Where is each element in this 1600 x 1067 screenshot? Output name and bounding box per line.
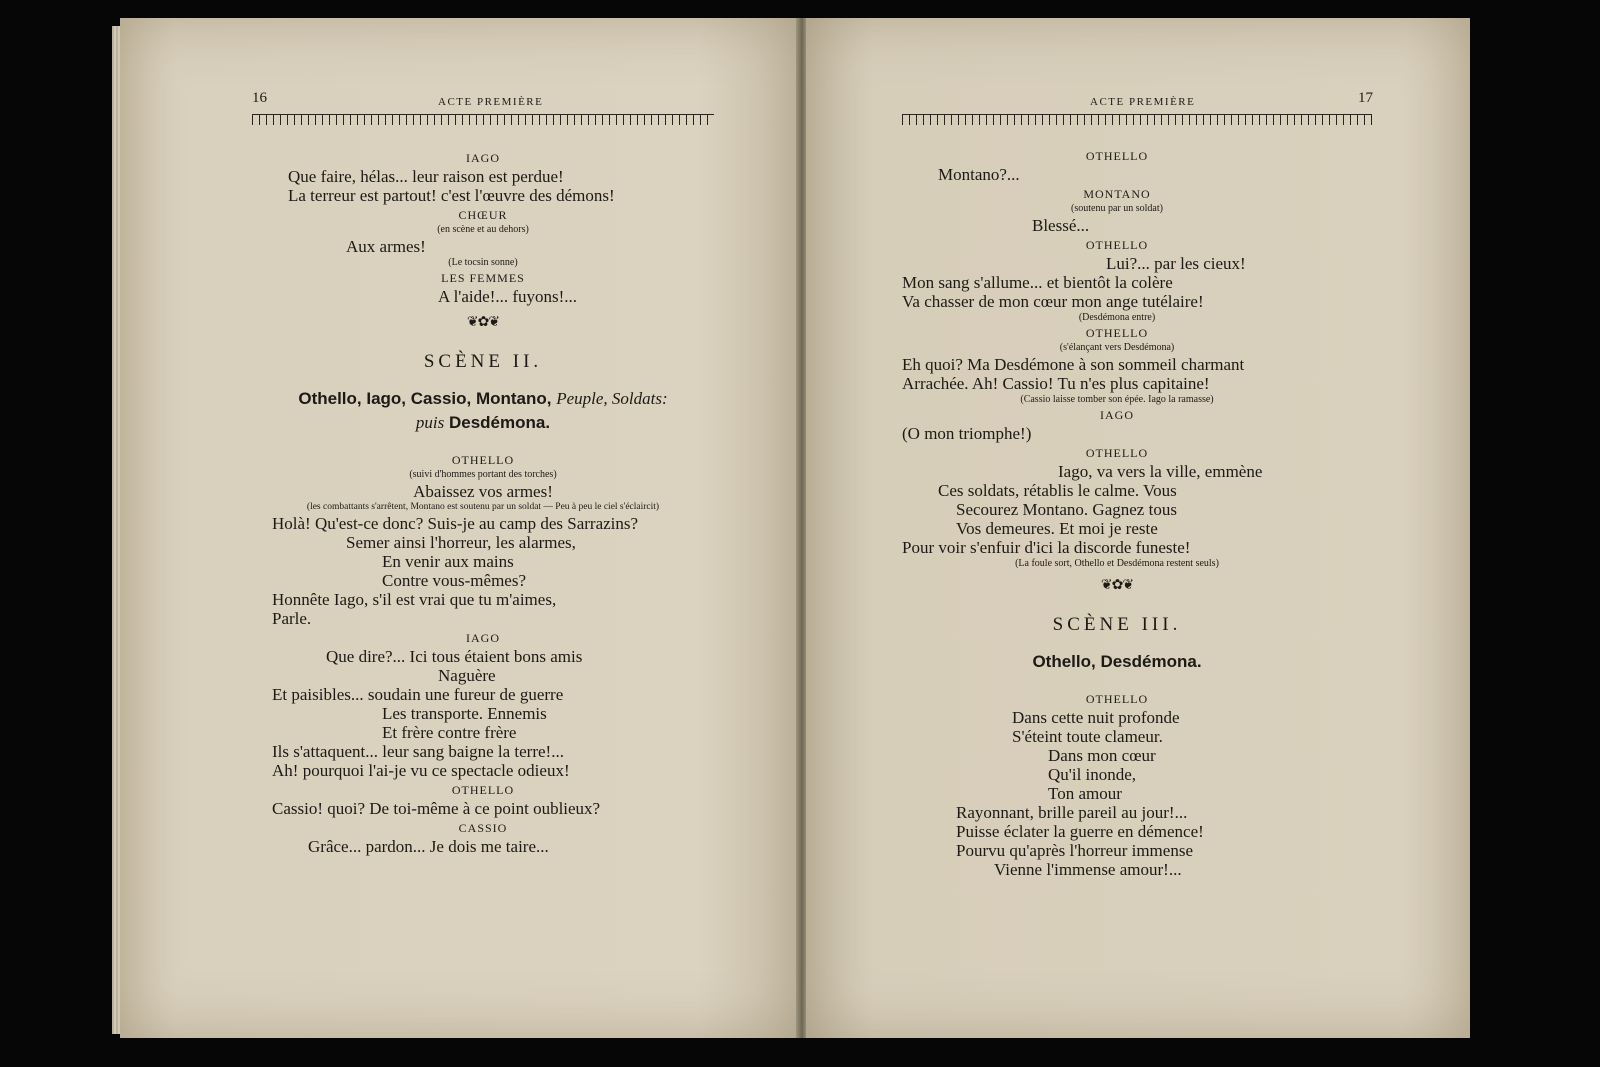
- speaker: OTHELLO: [1085, 446, 1149, 460]
- speaker: CASSIO: [458, 821, 508, 835]
- verse-line: Qu'il inonde,: [1048, 765, 1137, 784]
- cast-italic: puis: [415, 413, 445, 432]
- speaker: LES FEMMES: [441, 271, 525, 285]
- fleuron-ornament: ❦✿❦: [1100, 578, 1134, 593]
- verse-line: Va chasser de mon cœur mon ange tutélaire!: [902, 292, 1204, 311]
- verse-line: Eh quoi? Ma Desdémone à son sommeil charmant: [902, 355, 1245, 374]
- verse-line: Et frère contre frère: [382, 723, 517, 742]
- verse-line: Les transporte. Ennemis: [382, 704, 547, 723]
- verse-line: Aux armes!: [346, 237, 426, 256]
- speaker: IAGO: [466, 151, 500, 165]
- stage-direction: (Cassio laisse tomber son épée. Iago la ramasse): [1020, 394, 1214, 405]
- verse-line: Lui?... par les cieux!: [1106, 254, 1246, 273]
- verse-line: Abaissez vos armes!: [413, 482, 553, 501]
- text-column: [252, 148, 714, 856]
- verse-line: Et paisibles... soudain une fureur de guerre: [272, 685, 564, 704]
- page-number: 16: [252, 90, 267, 106]
- page-number: 17: [1358, 90, 1373, 106]
- verse-line: Mon sang s'allume... et bientôt la colère: [902, 273, 1173, 292]
- speaker: IAGO: [1100, 408, 1134, 422]
- verse-line: Parle.: [272, 609, 312, 628]
- stage-direction: (Le tocsin sonne): [448, 257, 518, 268]
- left-page: [120, 18, 800, 1038]
- verse-line: Que dire?... Ici tous étaient bons amis: [326, 647, 583, 666]
- verse-line: Arrachée. Ah! Cassio! Tu n'es plus capitaine!: [902, 374, 1210, 393]
- verse-line: Ils s'attaquent... leur sang baigne la terre!...: [272, 742, 564, 761]
- speaker: OTHELLO: [451, 453, 515, 467]
- verse-line: Ton amour: [1048, 784, 1122, 803]
- speaker: OTHELLO: [1085, 692, 1149, 706]
- stage-direction: (s'élançant vers Desdémona): [1059, 342, 1175, 353]
- verse-line: Blessé...: [1032, 216, 1090, 235]
- verse-line: Ces soldats, rétablis le calme. Vous: [938, 481, 1177, 500]
- verse-line: Contre vous-mêmes?: [382, 571, 526, 590]
- verse-line: Pourvu qu'après l'horreur immense: [956, 841, 1193, 860]
- speaker: OTHELLO: [1085, 238, 1149, 252]
- verse-line: Dans cette nuit profonde: [1012, 708, 1180, 727]
- verse-line: (O mon triomphe!): [902, 424, 1032, 443]
- stage-direction: (Desdémona entre): [1078, 312, 1156, 323]
- scene-title: SCÈNE III.: [1052, 614, 1182, 635]
- ornamental-rule: [252, 114, 714, 125]
- verse-line: En venir aux mains: [382, 552, 514, 571]
- running-head: ACTE PREMIÈRE: [1090, 96, 1196, 108]
- verse-line: Vienne l'immense amour!...: [994, 860, 1182, 879]
- verse-line: Pour voir s'enfuir d'ici la discorde funeste!: [902, 538, 1191, 557]
- stage-direction: (suivi d'hommes portant des torches): [409, 469, 557, 480]
- right-page: [806, 18, 1470, 1038]
- stage-direction: (les combattants s'arrêtent, Montano est soutenu par un soldat — Peu à peu le ciel s'éclaircit): [306, 502, 660, 512]
- verse-line: Rayonnant, brille pareil au jour!...: [956, 803, 1188, 822]
- verse-line: Grâce... pardon... Je dois me taire...: [308, 837, 549, 856]
- speaker: OTHELLO: [1085, 149, 1149, 163]
- verse-line: Naguère: [438, 666, 496, 685]
- verse-line: Semer ainsi l'horreur, les alarmes,: [346, 533, 576, 552]
- cast-bold: Desdémona.: [448, 413, 551, 432]
- running-head: ACTE PREMIÈRE: [438, 96, 544, 108]
- speaker: MONTANO: [1083, 187, 1151, 201]
- verse-line: S'éteint toute clameur.: [1012, 727, 1163, 746]
- ornamental-rule: [902, 114, 1372, 125]
- verse-line: Cassio! quoi? De toi-même à ce point oublieux?: [272, 799, 601, 818]
- verse-line: Montano?...: [938, 165, 1020, 184]
- verse-line: Puisse éclater la guerre en démence!: [956, 822, 1204, 841]
- verse-line: A l'aide!... fuyons!...: [438, 287, 578, 306]
- verse-line: Que faire, hélas... leur raison est perdue!: [288, 167, 564, 186]
- verse-line: La terreur est partout! c'est l'œuvre des démons!: [288, 186, 615, 205]
- verse-line: Vos demeures. Et moi je reste: [956, 519, 1158, 538]
- cast-list: Othello, Desdémona.: [1032, 652, 1202, 671]
- verse-line: Secourez Montano. Gagnez tous: [956, 500, 1177, 519]
- stage-direction: (La foule sort, Othello et Desdémona restent seuls): [1015, 558, 1219, 569]
- speaker: OTHELLO: [451, 783, 515, 797]
- cast-italic: Peuple, Soldats:: [556, 389, 668, 408]
- stage-direction: (soutenu par un soldat): [1071, 203, 1163, 214]
- verse-line: Dans mon cœur: [1048, 746, 1156, 765]
- verse-line: Honnête Iago, s'il est vrai que tu m'aimes,: [272, 590, 557, 609]
- verse-line: Iago, va vers la ville, emmène: [1058, 462, 1263, 481]
- speaker: IAGO: [466, 631, 500, 645]
- verse-line: Holà! Qu'est-ce donc? Suis-je au camp des Sarrazins?: [272, 514, 639, 533]
- text-column: [902, 146, 1332, 879]
- scene-title: SCÈNE II.: [423, 351, 543, 372]
- speaker: OTHELLO: [1085, 326, 1149, 340]
- fleuron-ornament: ❦✿❦: [466, 315, 500, 330]
- verse-line: Ah! pourquoi l'ai-je vu ce spectacle odieux!: [272, 761, 570, 780]
- stage-direction: (en scène et au dehors): [437, 224, 529, 235]
- speaker: CHŒUR: [458, 208, 508, 222]
- cast-bold: Othello, Iago, Cassio, Montano,: [298, 389, 552, 408]
- cast-list: [252, 387, 714, 435]
